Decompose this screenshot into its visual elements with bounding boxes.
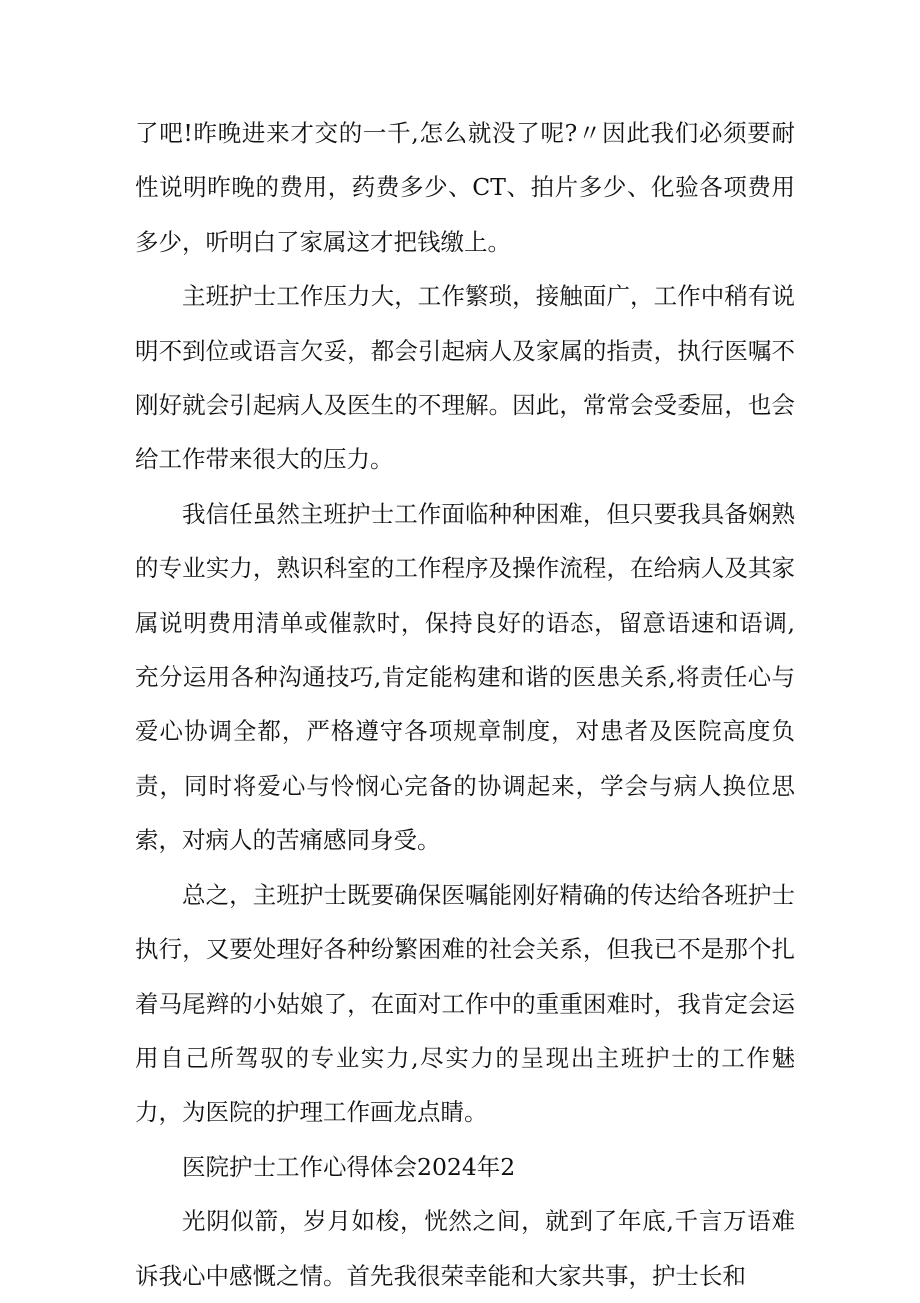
- paragraph-head-nurse-pressure: 主班护士工作压力大，工作繁琐，接触面广，工作中稍有说明不到位或语言欠妥，都会引起病人及家属的指责，执行医嘱不刚好就会引起病人及医生的不理解。因此，常常会受委屈，也会给工作带来很大的压力。: [135, 282, 795, 474]
- paragraph-fee-explanation: 了吧!昨晚进来才交的一千,怎么就没了呢?〃因此我们必须要耐性说明昨晚的费用，药费多少、CT、拍片多少、化验各项费用多少，听明白了家属这才把钱缴上。: [135, 119, 795, 256]
- paragraph-year-end: 光阴似箭，岁月如梭，恍然之间，就到了年底,千言万语难诉我心中感慨之情。首先我很荣幸能和大家共事，护士长和: [135, 1207, 795, 1290]
- section-heading: 医院护士工作心得体会2024年2: [182, 1152, 516, 1181]
- paragraph-conclusion: 总之，主班护士既要确保医嘱能刚好精确的传达给各班护士执行，又要处理好各种纷繁困难的社会关系，但我已不是那个扎着马尾辫的小姑娘了，在面对工作中的重重困难时，我肯定会运用自己所驾驭的专业实力,尽实力的呈现出主班护士的工作魅力，为医院的护理工作画龙点睛。: [135, 880, 795, 1127]
- paragraph-professional-skills: 我信任虽然主班护士工作面临种种困难，但只要我具备娴熟的专业实力，熟识科室的工作程序及操作流程，在给病人及其家属说明费用清单或催款时，保持良好的语态，留意语速和语调,充分运用各种沟通技巧,肯定能构建和谐的医患关系,将责任心与爱心协调全都，严格遵守各项规章制度，对患者及医院高度负责，同时将爱心与怜悯心完备的协调起来，学会与病人换位思索，对病人的苦痛感同身受。: [135, 499, 795, 855]
- document-page: [135, 106, 795, 1303]
